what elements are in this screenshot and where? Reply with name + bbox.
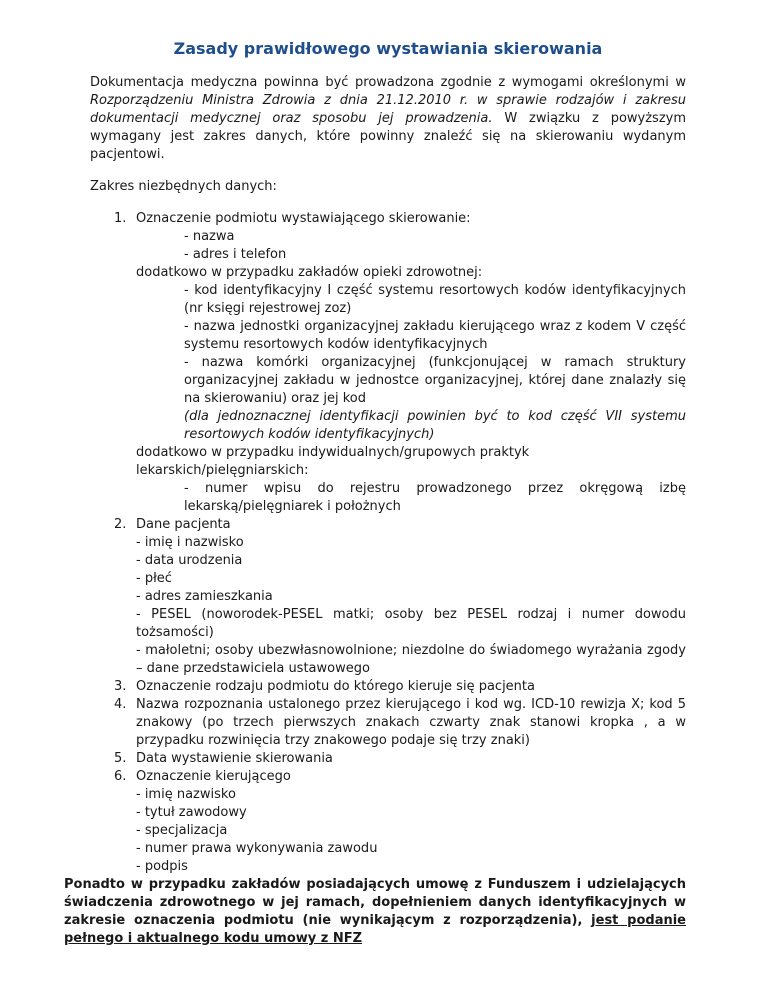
item-2-line: - imię i nazwisko [136, 535, 244, 550]
item-1-label: Oznaczenie podmiotu wystawiającego skierowanie: [136, 211, 471, 226]
item-1-komorka-note: (dla jednoznacznej identyfikacji powinien być to kod część VII systemu resortowych kodów identyfikacyjnych) [184, 409, 686, 442]
item-2-label: Dane pacjenta [136, 517, 231, 532]
closing-underlined-text: jest podanie pełnego i aktualnego kodu umowy z NFZ [64, 913, 687, 946]
item-1-adres: - adres i telefon [184, 247, 287, 262]
list-item-4 [90, 696, 686, 750]
item-6-line: - numer prawa wykonywania zawodu [136, 841, 378, 856]
intro-regulation-reference: Rozporządzeniu Ministra Zdrowia z dnia 21.12.2010 r. w sprawie rodzajów i zakresu dokumentacji medycznej oraz sposobu jej prowadzenia. [90, 93, 686, 126]
intro-paragraph [90, 74, 686, 164]
item-6-line: - tytuł zawodowy [136, 805, 247, 820]
list-item-2 [90, 516, 686, 678]
item-1-praktyki-label: dodatkowo w przypadku indywidualnych/grupowych praktyk lekarskich/pielęgniarskich: [136, 445, 530, 478]
list-number: 1. [114, 211, 127, 226]
item-1-kod-identyfikacyjny: - kod identyfikacyjny I część systemu resortowych kodów identyfikacyjnych (nr księgi rejestrowej zoz) [184, 283, 686, 316]
item-6-line: - specjalizacja [136, 823, 228, 838]
intro-text-2: W związku z powyższym wymagany jest zakres danych, które powinny znaleźć się na skierowaniu wydanym pacjentowi. [90, 111, 686, 162]
list-item-3 [90, 678, 686, 696]
document-title: Zasady prawidłowego wystawiania skierowania [173, 39, 603, 58]
item-6-label: Oznaczenie kierującego [136, 769, 291, 784]
item-2-line: - PESEL (noworodek-PESEL matki; osoby bez PESEL rodzaj i numer dowodu tożsamości) [136, 607, 686, 640]
item-4-label: Nazwa rozpoznania ustalonego przez kierującego i kod wg. ICD-10 rewizja X; kod 5 znakowy (po trzech pierwszych znakach czwarty znak stanowi kropka , a w przypadku rozwinięcia trzy znakowego podaje się trzy znaki) [136, 697, 686, 748]
item-1-zoz-label: dodatkowo w przypadku zakładów opieki zdrowotnej: [136, 265, 483, 280]
list-number: 5. [114, 751, 127, 766]
list-item-1 [90, 210, 686, 516]
item-6-line: - imię nazwisko [136, 787, 236, 802]
item-2-line: - małoletni; osoby ubezwłasnowolnione; niezdolne do świadomego wyrażania zgody – dane przedstawiciela ustawowego [136, 643, 686, 676]
item-3-label: Oznaczenie rodzaju podmiotu do którego kieruje się pacjenta [136, 679, 535, 694]
document-page [64, 38, 687, 961]
closing-text: Ponadto w przypadku zakładów posiadających umowę z Funduszem i udzielających świadczenia zdrowotnego w jej ramach, dopełnieniem danych identyfikacyjnych w zakresie oznaczenia podmiotu (nie wynikającym z rozporządzenia), [64, 877, 686, 928]
item-1-jednostka: - nazwa jednostki organizacyjnej zakładu kierującego wraz z kodem V część systemu resortowych kodów identyfikacyjnych [184, 319, 686, 352]
item-6-line: - podpis [136, 859, 188, 874]
item-2-line: - adres zamieszkania [136, 589, 273, 604]
list-number: 4. [114, 697, 127, 712]
item-1-numer-wpisu: - numer wpisu do rejestru prowadzonego przez okręgową izbę lekarską/pielęgniarek i położnych [184, 481, 686, 514]
list-item-6 [90, 768, 686, 876]
item-1-komorka: - nazwa komórki organizacyjnej (funkcjonującej w ramach struktury organizacyjnej zakładu w jednostce organizacyjnej, której dane znalazły się na skierowaniu) oraz jej kod [184, 355, 686, 406]
list-number: 3. [114, 679, 127, 694]
item-5-label: Data wystawienie skierowania [136, 751, 333, 766]
intro-text-1: Dokumentacja medyczna powinna być prowadzona zgodnie z wymogami określonymi w [90, 75, 686, 90]
item-1-nazwa: - nazwa [184, 229, 235, 244]
requirements-list [90, 210, 686, 876]
list-item-5 [90, 750, 686, 768]
item-2-line: - płeć [136, 571, 172, 586]
closing-paragraph [64, 876, 686, 948]
zakres-label: Zakres niezbędnych danych: [90, 179, 277, 194]
item-2-line: - data urodzenia [136, 553, 243, 568]
list-number: 2. [114, 517, 127, 532]
list-number: 6. [114, 769, 127, 784]
